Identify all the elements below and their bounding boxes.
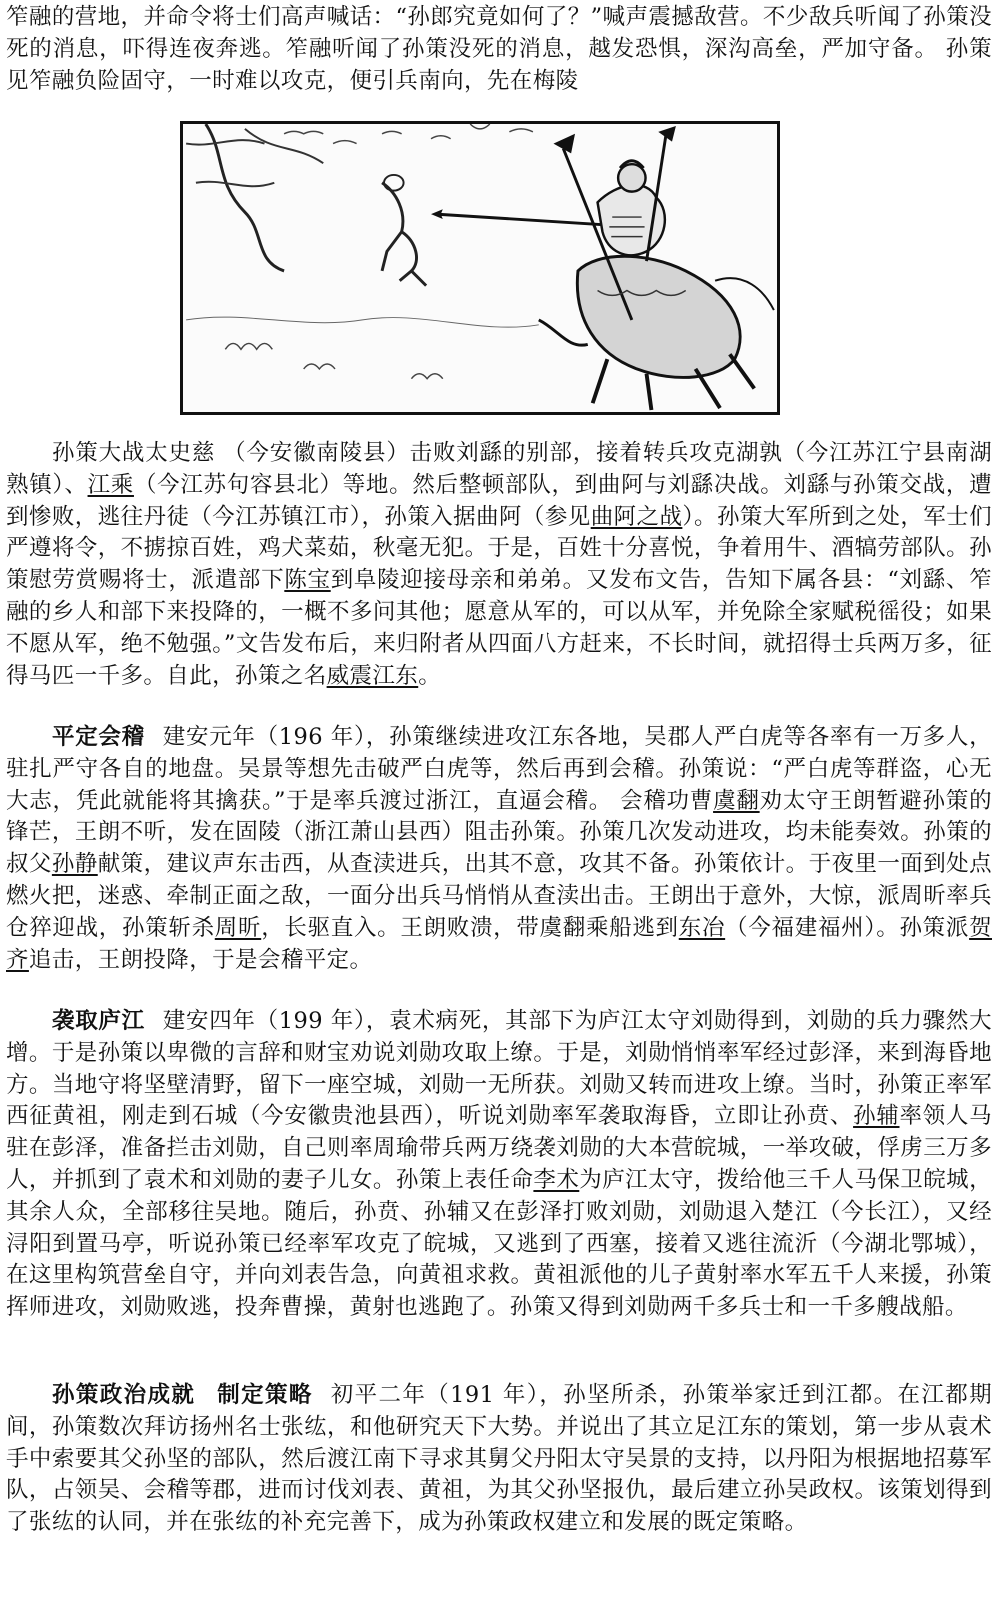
text-segment: 。	[418, 662, 442, 689]
paragraph-pacify-kuaiji	[6, 722, 992, 976]
link-he-qi[interactable]: 贺齐	[6, 914, 992, 973]
link-sun-jing[interactable]: 孙静	[51, 851, 98, 878]
link-sun-fu[interactable]: 孙辅	[853, 1103, 900, 1130]
link-weizhen-jiangdong[interactable]: 威震江东	[326, 662, 419, 689]
paragraph-sun-ce-battle	[6, 438, 992, 692]
text-segment: 献策，建议声东击西，从查渎进兵，出其不意，攻其不备。孙策依计。于夜里一面到处点燃火把，迷惑、牵制正面之敌，一面分出兵马悄悄从查渎出击。王朗出于意外，大惊，派周昕率兵仓猝迎战，孙策斩杀	[6, 851, 992, 941]
paragraph-political-achievements	[6, 1380, 992, 1539]
text-segment: 到阜陵迎接母亲和弟弟。又发布文告，告知下属各县：“刘繇、笮融的乡人和部下来投降的，一概不多问其他；愿意从军的，可以从军，并免除全家赋税徭役；如果不愿从军，绝不勉强。”文告发布后，来归附者从四面八方赶来，不长时间，就招得士兵两万多，征得马匹一千多。自此，孙策之名	[6, 567, 992, 689]
text-segment: 孙策大战太史慈 （今安徽南陵县）击败刘繇的别部，接着转兵攻克湖孰（今江苏江宁县南湖熟镇）、	[6, 440, 992, 498]
paragraph-seize-lujiang	[6, 1006, 992, 1324]
text-segment: 建安四年（199 年），袁术病死，其部下为庐江太守刘勋得到，刘勋的兵力骤然大增。于是孙策以卑微的言辞和财宝劝说刘勋攻取上缭。于是，刘勋悄悄率军经过彭泽，来到海昏地方。当地守将坚壁清野，留下一座空城，刘勋一无所获。刘勋又转而进攻上缭。当时，孙策正率军西征黄祖，刚走到石城（今安徽贵池县西），听说刘勋率军袭取海昏，立即让孙贲、	[6, 1008, 992, 1130]
text-segment: 建安元年（196 年），孙策继续进攻江东各地，吴郡人严白虎等各率有一万多人，驻扎严守各自的地盘。吴景等想先击破严白虎等，然后再到会稽。孙策说：“严白虎等群盗，心无大志，凭此就能将其擒获。”于是率兵渡过浙江，直逼会稽。 会稽功曹	[6, 724, 992, 814]
text-segment: （今福建福州）。孙策派	[725, 914, 970, 941]
section-heading-political: 孙策政治成就	[52, 1382, 196, 1408]
text-segment: 追击，王朗投降，于是会稽平定。	[28, 946, 373, 973]
intro-text: 笮融的营地，并命令将士们高声喊话：“孙郎究竟如何了？”喊声震撼敌营。不少敌兵听闻了孙策没死的消息，吓得连夜奔逃。笮融听闻了孙策没死的消息，越发恐惧，深沟高垒，严加守备。 孙策见笮融负险固守，一时难以攻克，便引兵南向，先在梅陵	[6, 4, 992, 94]
illustration	[180, 121, 780, 415]
link-yu-fan[interactable]: 虞翻	[713, 787, 760, 814]
link-chen-bao[interactable]: 陈宝	[284, 567, 331, 594]
section-heading-kuaiji: 平定会稽	[52, 724, 145, 750]
section-heading-strategy: 制定策略	[217, 1382, 313, 1408]
link-dongye[interactable]: 东冶	[678, 914, 726, 941]
text-segment: 初平二年（191 年），孙坚所杀，孙策举家迁到江都。在江都期间，孙策数次拜访扬州名士张纮，和他研究天下大势。并说出了其立足江东的策划，第一步从袁术手中索要其父孙坚的部队，然后渡江南下寻求其舅父丹阳太守吴景的支持，以丹阳为根据地招募军队，占领吴、会稽等郡，进而讨伐刘表、黄祖，为其父孙坚报仇，最后建立孙吴政权。该策划得到了张纮的认同，并在张纮的补充完善下，成为孙策政权建立和发展的既定策略。	[6, 1382, 992, 1536]
link-quea-battle[interactable]: 曲阿之战	[590, 503, 683, 530]
link-jiangcheng[interactable]: 江乘	[87, 471, 134, 498]
text-segment: ，长驱直入。王朗败溃，带虞翻乘船逃到	[261, 914, 679, 941]
text-segment: 为庐江太守，拨给他三千人马保卫皖城，其余人众，全部移往吴地。随后，孙贲、孙辅又在彭泽打败刘勋，刘勋退入楚江（今长江），又经浔阳到置马亭，听说孙策已经率军攻克了皖城，又逃到了西塞，接着又逃往流沂（今湖北鄂城），在这里构筑营垒自守，并向刘表告急，向黄祖求救。黄祖派他的儿子黄射率水军五千人来援，孙策挥师进攻，刘勋败逃，投奔曹操，黄射也逃跑了。孙策又得到刘勋两千多兵士和一千多艘战船。	[6, 1166, 993, 1321]
link-li-shu[interactable]: 李术	[533, 1166, 580, 1193]
text-segment: ）。孙策大军所到之处，军士们严遵将令，不掳掠百姓，鸡犬菜茹，秋毫无犯。于是，百姓十分喜悦，争着用牛、酒犒劳部队。孙策慰劳赏赐将士，派遣部下	[6, 503, 992, 594]
text-segment: 率领人马驻在彭泽，准备拦击刘勋，自己则率周瑜带兵两万绕袭刘勋的大本营皖城，一举攻破，俘虏三万多人，并抓到了袁术和刘勋的妻子儿女。孙策上表任命	[6, 1103, 992, 1193]
section-heading-lujiang: 袭取庐江	[52, 1008, 145, 1034]
text-segment: 劝太守王朗暂避孙策的锋芒，王朗不听，发在固陵（浙江萧山县西）阻击孙策。孙策几次发动进攻，均未能奏效。孙策的叔父	[6, 787, 992, 878]
link-zhou-xin[interactable]: 周昕	[214, 914, 262, 941]
sun-ce-battle-illustration	[183, 124, 777, 412]
paragraph-intro	[6, 2, 992, 97]
text-segment: （今江苏句容县北）等地。然后整顿部队，到曲阿与刘繇决战。刘繇与孙策交战，遭到惨败，逃往丹徒（今江苏镇江市），孙策入据曲阿（参见	[6, 471, 992, 530]
